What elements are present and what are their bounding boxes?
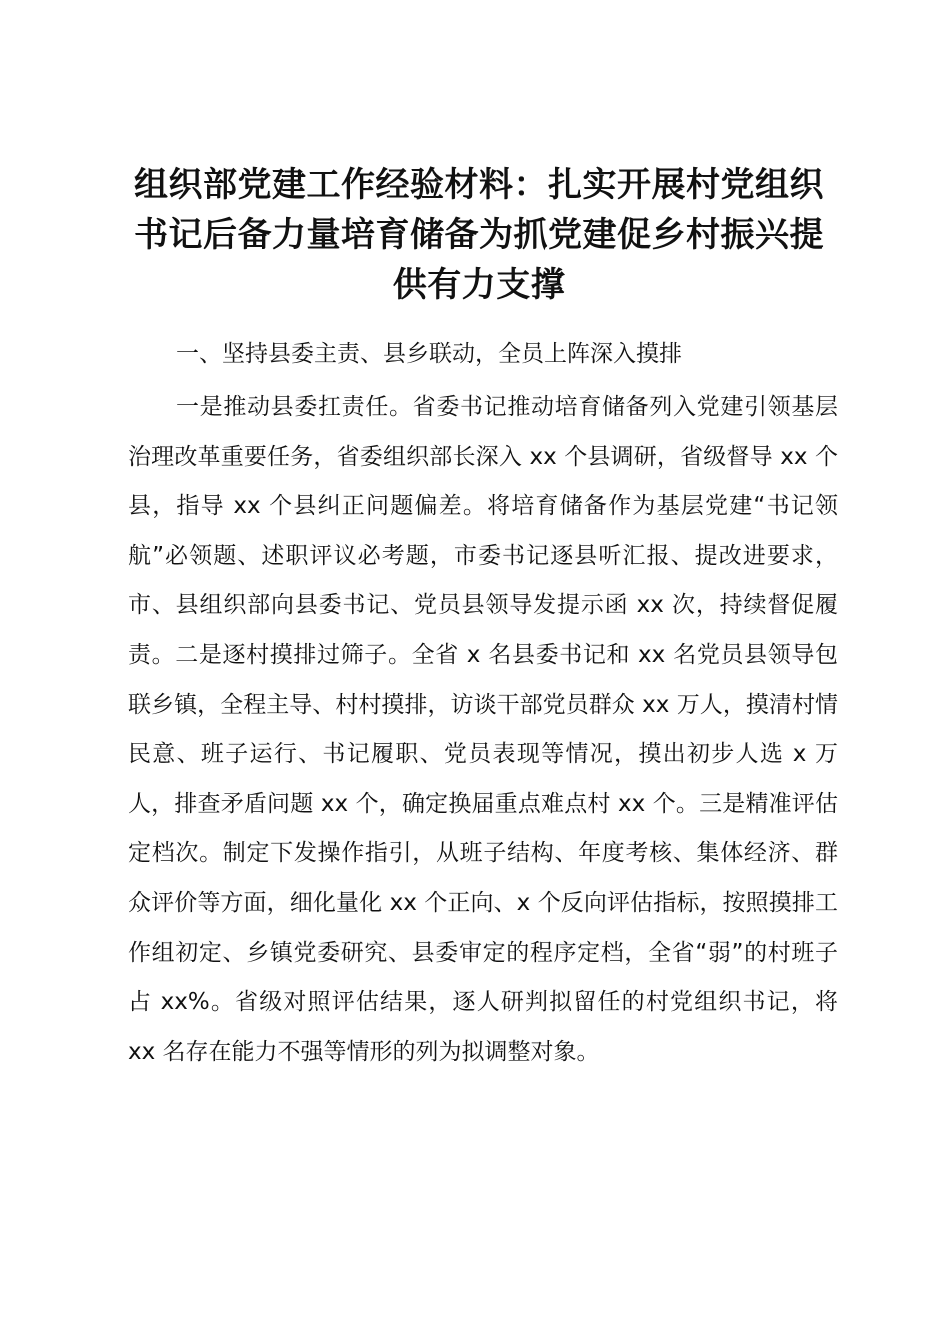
section-heading: 一、坚持县委主责、县乡联动，全员上阵深入摸排	[176, 341, 682, 367]
body-paragraph: 一是推动县委扛责任。省委书记推动培育储备列入党建引领基层治理改革重要任务，省委组织部长深入 xx 个县调研，省级督导 xx 个县，指导 xx 个县纠正问题偏差。将培育储备作为基层党建“书记领航”必领题、述职评议必考题，市委书记逐县听汇报、提改进要求，市、县组织部向县委书记、党员县领导发提示函 xx 次，持续督促履责。二是逐村摸排过筛子。全省 x 名县委书记和 xx 名党员县领导包联乡镇，全程主导、村村摸排，访谈干部党员群众 xx 万人，摸清村情民意、班子运行、书记履职、党员表现等情况，摸出初步人选 x 万人，排查矛盾问题 xx 个，确定换届重点难点村 xx 个。三是精准评估定档次。制定下发操作指引，从班子结构、年度考核、集体经济、群众评价等方面，细化量化 xx 个正向、x 个反向评估指标，按照摸排工作组初定、乡镇党委研究、县委审定的程序定档，全省“弱”的村班子占 xx%。省级对照评估结果，逐人研判拟留任的村党组织书记，将 xx 名存在能力不强等情形的列为拟调整对象。	[128, 394, 838, 1065]
document-title: 组织部党建工作经验材料：扎实开展村党组织书记后备力量培育储备为抓党建促乡村振兴提供有力支撑	[134, 165, 824, 305]
